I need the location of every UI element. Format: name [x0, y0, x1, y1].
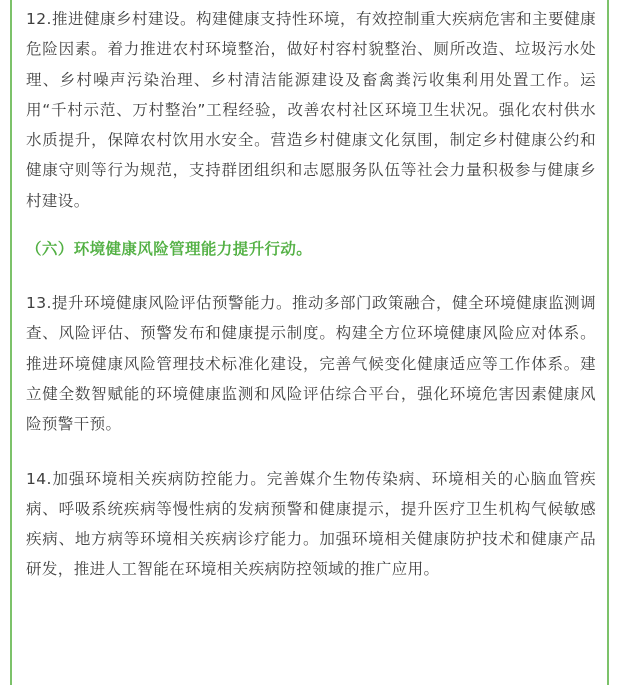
paragraph-item-14: 14.加强环境相关疾病防控能力。完善媒介生物传染病、环境相关的心脑血管疾病、呼吸系统疾病等慢性病的发病预警和健康提示，提升医疗卫生机构气候敏感疾病、地方病等环境相关疾病诊疗能力。加强环境相关健康防护技术和健康产品研发，推进人工智能在环境相关疾病防控领域的推广应用。: [26, 469, 596, 579]
paragraph-item-12: 12.推进健康乡村建设。构建健康支持性环境，有效控制重大疾病危害和主要健康危险因素。着力推进农村环境整治，做好村容村貌整治、厕所改造、垃圾污水处理、乡村噪声污染治理、乡村清洁能源建设及畜禽粪污收集利用处置工作。运用“千村示范、万村整治”工程经验，改善农村社区环境卫生状况。强化农村供水水质提升，保障农村饮用水安全。营造乡村健康文化氛围，制定乡村健康公约和健康守则等行为规范，支持群团组织和志愿服务队伍等社会力量积极参与健康乡村建设。: [26, 10, 596, 210]
section-heading: （六）环境健康风险管理能力提升行动。: [26, 240, 313, 259]
article-body: [26, 4, 596, 585]
paragraph-item-13: 13.提升环境健康风险评估预警能力。推动多部门政策融合，健全环境健康监测调查、风险评估、预警发布和健康提示制度。构建全方位环境健康风险应对体系。推进环境健康风险管理技术标准化建设，完善气候变化健康适应等工作体系。建立健全数智赋能的环境健康监测和风险评估综合平台，强化环境危害因素健康风险预警干预。: [26, 294, 596, 434]
